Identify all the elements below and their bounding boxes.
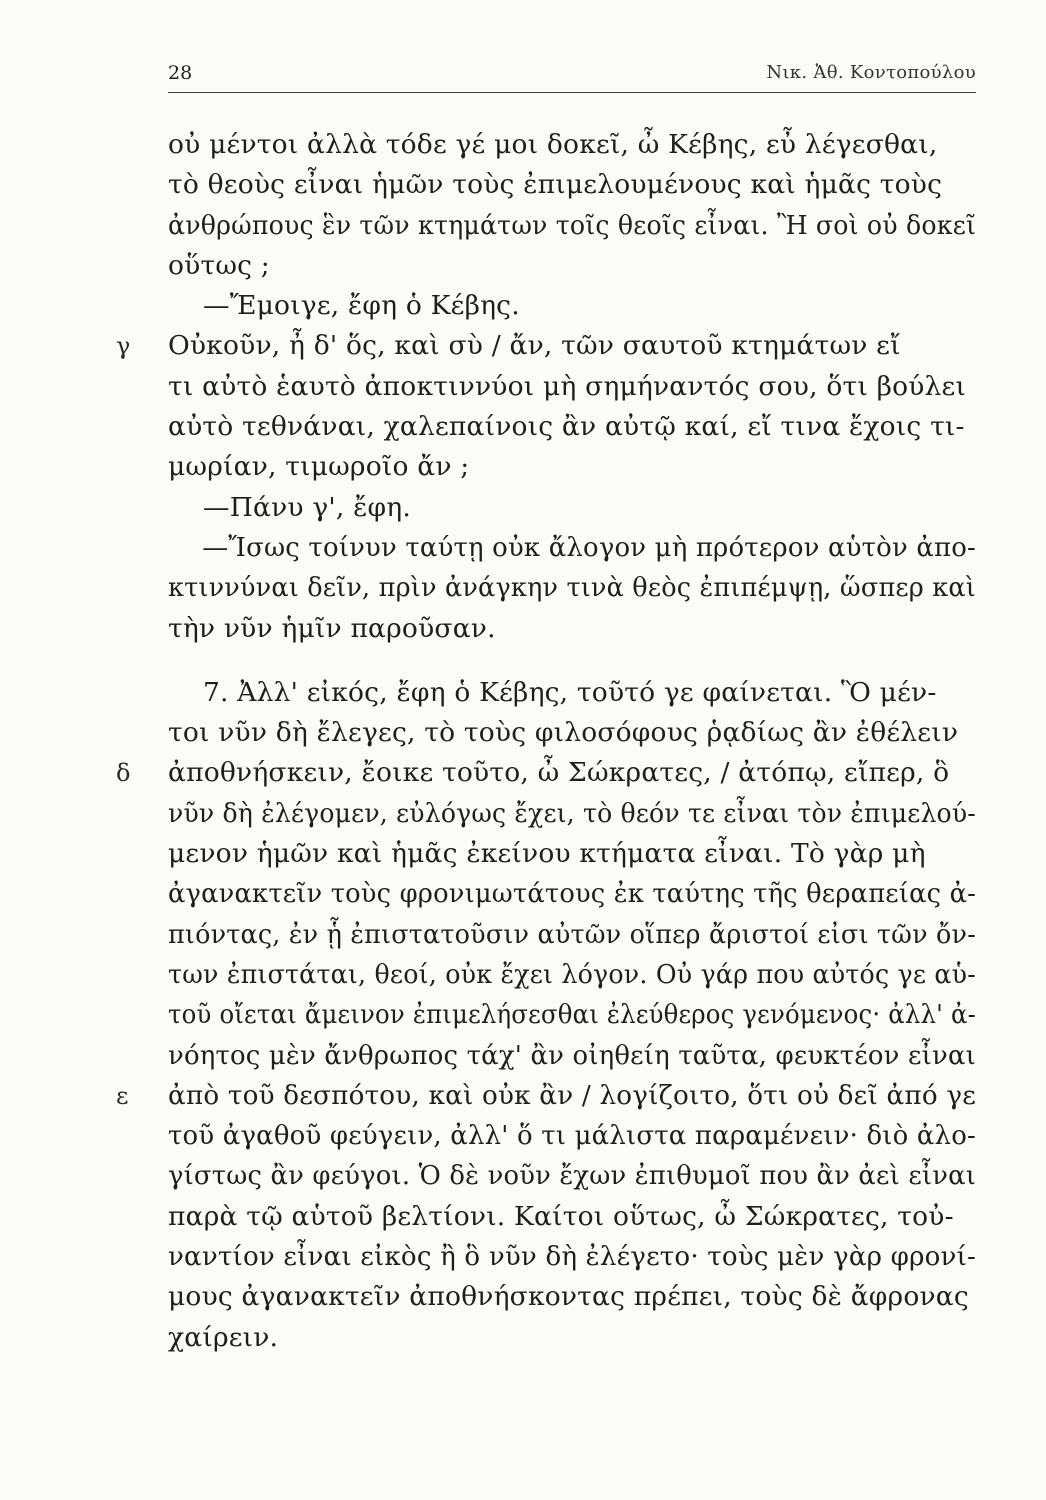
text-line [116, 753, 978, 793]
text-line-content: νῦν δὴ ἐλέγομεν, εὐλόγως ἔχει, τὸ θεόν τε εἶναι τὸν ἐπιμελού- [168, 797, 976, 829]
stephanus-margin-marker: γ [116, 332, 131, 361]
text-line [168, 834, 978, 874]
text-line [168, 165, 978, 205]
text-line-content: —Ἔμοιγε, ἔφη ὁ Κέβης. [203, 290, 520, 322]
text-line [168, 1197, 978, 1237]
text-line [168, 286, 978, 326]
text-line-content: —Ἴσως τοίνυν ταύτῃ οὐκ ἄλογον μὴ πρότερον αὑτὸν ἀπο- [202, 531, 976, 563]
text-line [168, 874, 978, 914]
text-line-content: οὐ μέντοι ἀλλὰ τόδε γέ μοι δοκεῖ, ὦ Κέβης, εὖ λέγεσθαι, [168, 129, 938, 160]
text-line-content: τὸ θεοὺς εἶναι ἡμῶν τοὺς ἐπιμελουμένους καὶ ἡμᾶς τοὺς [168, 169, 943, 201]
text-line-content: μενον ἡμῶν καὶ ἡμᾶς ἐκείνου κτήματα εἶναι. Τὸ γὰρ μὴ [168, 838, 926, 870]
text-line-content: ἀγανακτεῖν τοὺς φρονιμωτάτους ἐκ ταύτης τῆς θεραπείας ἀ- [168, 878, 977, 910]
text-line [168, 125, 978, 165]
text-line-content: —Πάνυ γ', ἔφη. [203, 491, 411, 523]
stephanus-margin-marker: δ [116, 759, 131, 788]
text-line [168, 794, 978, 834]
text-line-content: ἀνθρώπους ἓν τῶν κτημάτων τοῖς θεοῖς εἶναι. Ἢ σοὶ οὐ δοκεῖ [168, 209, 977, 241]
text-line [168, 673, 978, 713]
text-line [168, 955, 978, 995]
text-line-content: οὕτως ; [168, 249, 270, 281]
text-line [168, 528, 978, 568]
text-line [168, 995, 978, 1035]
text-line [168, 488, 978, 528]
running-header [168, 60, 976, 93]
text-line [168, 568, 978, 608]
text-line-content: γίστως ἂν φεύγοι. Ὁ δὲ νοῦν ἔχων ἐπιθυμοῖ που ἂν ἀεὶ εἶναι [168, 1160, 977, 1192]
text-line-content: παρὰ τῷ αὑτοῦ βελτίονι. Καίτοι οὕτως, ὦ Σώκρατες, τοὐ- [168, 1200, 954, 1232]
text-line-content: τοῦ ἀγαθοῦ φεύγειν, ἀλλ' ὅ τι μάλιστα παραμένειν· διὸ ἀλο- [168, 1120, 976, 1152]
text-line-content: τοι νῦν δὴ ἔλεγες, τὸ τοὺς φιλοσόφους ῥᾳδίως ἂν ἐθέλειν [168, 717, 959, 749]
text-line [168, 367, 978, 407]
text-line-content: πιόντας, ἐν ᾗ ἐπιστατοῦσιν αὐτῶν οἵπερ ἄριστοί εἰσι τῶν ὄν- [168, 918, 976, 950]
text-line-content: ἀπὸ τοῦ δεσπότου, καὶ οὐκ ἂν / λογίζοιτο, ὅτι οὐ δεῖ ἀπό γε [168, 1079, 977, 1111]
text-line [168, 206, 978, 246]
text-line [168, 246, 978, 286]
text-line-content: 7. Ἀλλ' εἰκός, ἔφη ὁ Κέβης, τοῦτό γε φαίνεται. Ὃ μέν- [203, 676, 937, 708]
text-line [168, 609, 978, 649]
page-number: 28 [168, 62, 193, 84]
text-line-content: ναντίον εἶναι εἰκὸς ἢ ὃ νῦν δὴ ἐλέγετο· τοὺς μὲν γὰρ φρονί- [168, 1241, 977, 1273]
running-head-author: Νικ. Ἀθ. Κοντοπούλου [766, 62, 976, 83]
text-line [168, 1318, 978, 1358]
text-line-content: των ἐπιστάται, θεοί, οὐκ ἔχει λόγον. Οὐ γάρ που αὐτός γε αὑ- [168, 958, 976, 990]
text-line-content: Οὐκοῦν, ἦ δ' ὅς, καὶ σὺ / ἄν, τῶν σαυτοῦ κτημάτων εἴ [168, 330, 901, 362]
text-line [168, 915, 978, 955]
text-line-content: μωρίαν, τιμωροῖο ἄν ; [168, 451, 470, 483]
text-line-content: χαίρειν. [168, 1321, 279, 1353]
section-gap [168, 649, 978, 673]
text-line-content: τι αὐτὸ ἑαυτὸ ἀποκτιννύοι μὴ σημήναντός σου, ὅτι βούλει [168, 370, 967, 402]
text-line-content: κτιννύναι δεῖν, πρὶν ἀνάγκην τινὰ θεὸς ἐπιπέμψῃ, ὥσπερ καὶ [168, 572, 976, 604]
text-line [168, 447, 978, 487]
text-line-content: ἀποθνήσκειν, ἔοικε τοῦτο, ὦ Σώκρατες, / ἀτόπῳ, εἴπερ, ὃ [168, 757, 950, 789]
text-line [116, 1076, 978, 1116]
text-line [168, 1237, 978, 1277]
text-line [168, 1156, 978, 1196]
greek-text-body [116, 125, 978, 1358]
stephanus-margin-marker: ε [116, 1081, 129, 1110]
text-line [168, 1116, 978, 1156]
text-line-content: τοῦ οἴεται ἄμεινον ἐπιμελήσεσθαι ἐλεύθερος γενόμενος· ἀλλ' ἀ- [168, 999, 977, 1031]
text-line-content: νόητος μὲν ἄνθρωπος τάχ' ἂν οἰηθείη ταῦτα, φευκτέον εἶναι [168, 1039, 976, 1071]
text-line-content: τὴν νῦν ἡμῖν παροῦσαν. [168, 612, 496, 644]
text-line [168, 1277, 978, 1317]
text-line-content: αὐτὸ τεθνάναι, χαλεπαίνοις ἂν αὐτῷ καί, εἴ τινα ἔχοις τι- [168, 411, 965, 443]
text-line [168, 1036, 978, 1076]
text-line [168, 407, 978, 447]
text-line [116, 326, 978, 366]
text-line [168, 713, 978, 753]
text-line-content: μους ἀγανακτεῖν ἀποθνήσκοντας πρέπει, τοὺς δὲ ἄφρονας [168, 1281, 969, 1313]
